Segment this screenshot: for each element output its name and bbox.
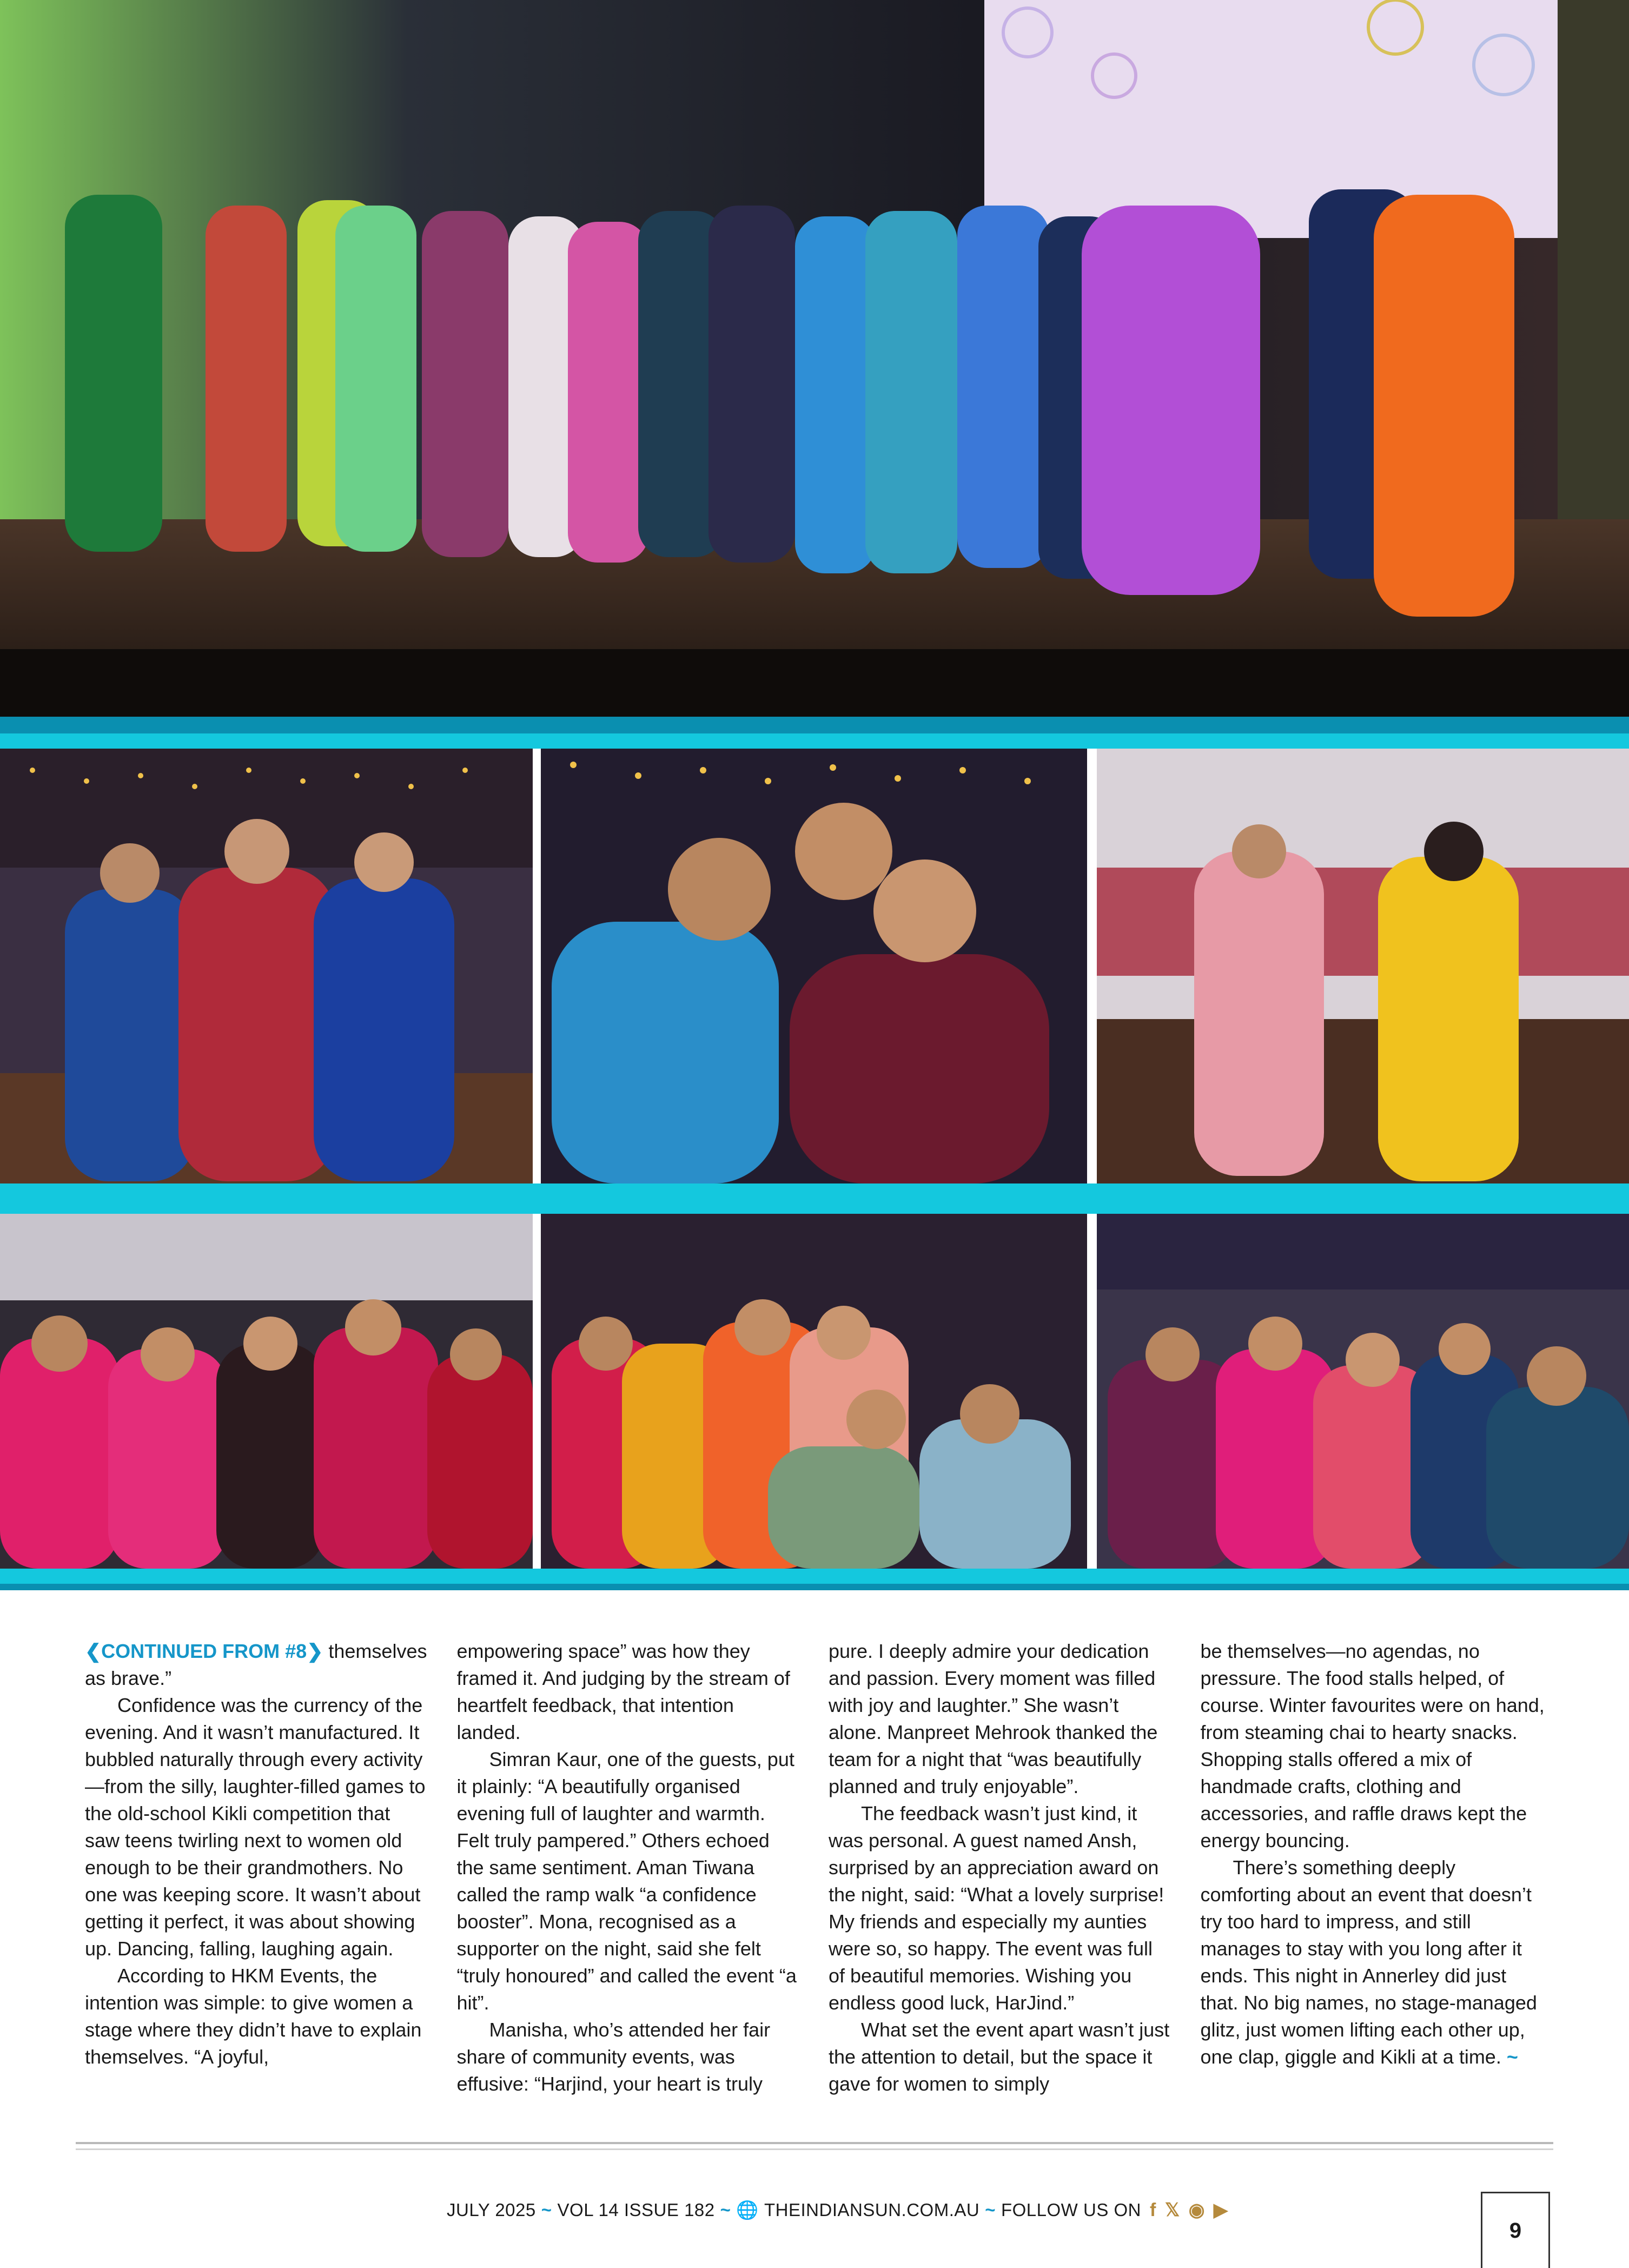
youtube-icon[interactable]: ▶ [1213, 2200, 1228, 2220]
article-column-3 [829, 1638, 1174, 2098]
page-number: 9 [1481, 2192, 1550, 2268]
social-icons [1150, 2199, 1228, 2221]
article-column-1 [85, 1638, 430, 2098]
photo-separator [0, 1584, 1629, 1590]
chevron-left-icon: ❮ [85, 1640, 102, 1662]
photo-separator [0, 1183, 1629, 1214]
article-paragraph: pure. I deeply admire your dedication and passion. Every moment was filled with joy and laughter.” She wasn’t alone. Manpreet Mehrook thanked the team for a night that “was beautifully planned and truly enjoyable”. [829, 1640, 1158, 1797]
cheering-group-photo [541, 1214, 1087, 1569]
website-link[interactable]: THEINDIANSUN.COM.AU [764, 2200, 980, 2220]
x-icon[interactable]: 𝕏 [1164, 2200, 1180, 2220]
article-paragraph: Confidence was the currency of the evening. And it wasn’t manufactured. It bubbled naturally through every activity—from the silly, laughter-filled games to the old-school Kikli competition that saw teens twirling next to women old enough to be their grandmothers. No one was keeping score. It wasn’t about getting it perfect, it was about showing up. Dancing, falling, laughing again. [85, 1694, 426, 1960]
kikli-trio-photo [0, 749, 533, 1183]
article-paragraph: ❮CONTINUED FROM #8❯ themselves as brave.” [85, 1640, 427, 1689]
follow-label: FOLLOW US ON [1001, 2200, 1142, 2220]
article-paragraph: Simran Kaur, one of the guests, put it plainly: “A beautifully organised evening full of laughter and warmth. Felt truly pampered.” Others echoed the same sentiment. Aman Tiwana called the ramp walk “a confidence booster”. Mona, recognised as a supporter on the night, said she felt “truly honoured” and called the event “a hit”. [456, 1748, 797, 2014]
article-paragraph: There’s something deeply comforting about an event that doesn’t try too hard to impress, and still manages to stay with you long after it ends. This night in Annerley did just that. No big names, no stage-managed glitz, just women lifting each other up, one clap, giggle and Kikli at a time. ~ [1200, 1856, 1537, 2068]
chevron-right-icon: ❯ [307, 1640, 323, 1662]
squiggle-separator-icon: ~ [541, 2200, 552, 2220]
footer-divider [76, 2148, 1553, 2150]
globe-icon: 🌐 [736, 2199, 759, 2220]
peace-sign-group-photo [1097, 1214, 1629, 1569]
stage-group-photo [0, 0, 1629, 717]
article-paragraph: What set the event apart wasn’t just the attention to detail, but the space it gave for women to simply [829, 2019, 1170, 2095]
article-column-4 [1201, 1638, 1546, 2098]
article-column-2 [457, 1638, 802, 2098]
squiggle-separator-icon: ~ [985, 2200, 996, 2220]
squiggle-separator-icon: ~ [720, 2200, 731, 2220]
facebook-icon[interactable]: f [1150, 2199, 1156, 2220]
issue-number: VOL 14 ISSUE 182 [557, 2200, 715, 2220]
article-paragraph: empowering space” was how they framed it. And judging by the stream of heartfelt feedback, that intention landed. [456, 1640, 790, 1743]
article-paragraph: be themselves—no agendas, no pressure. The food stalls helped, of course. Winter favourites were on hand, from steaming chai to hearty snacks. Shopping stalls offered a mix of handmade crafts, clothing and accessories, and raffle draws kept the energy bouncing. [1200, 1640, 1545, 1852]
photo-separator [0, 733, 1629, 749]
article-paragraph: The feedback wasn’t just kind, it was personal. A guest named Ansh, surprised by an appreciation award on the night, said: “What a lovely surprise! My friends and especially my aunties were so, so happy. The event was full of beautiful memories. Wishing you endless good luck, HarJind.” [829, 1802, 1164, 2014]
dancing-pair-photo [1097, 749, 1629, 1183]
issue-date: JULY 2025 [447, 2200, 536, 2220]
footer-divider [76, 2142, 1553, 2144]
photo-separator [0, 717, 1629, 733]
instagram-icon[interactable]: ◉ [1188, 2200, 1205, 2220]
article-body [85, 1638, 1545, 2098]
article-paragraph: According to HKM Events, the intention was simple: to give women a stage where they didn’t have to explain themselves. “A joyful, [85, 1965, 422, 2068]
article-paragraph: Manisha, who’s attended her fair share of community events, was effusive: “Harjind, your heart is truly [456, 2019, 771, 2095]
end-mark-icon: ~ [1506, 2046, 1518, 2068]
continued-from-link[interactable]: ❮CONTINUED FROM #8❯ [85, 1640, 323, 1662]
pink-group-photo [0, 1214, 533, 1569]
laughing-hug-photo [541, 749, 1087, 1183]
page-footer [447, 2196, 1228, 2224]
